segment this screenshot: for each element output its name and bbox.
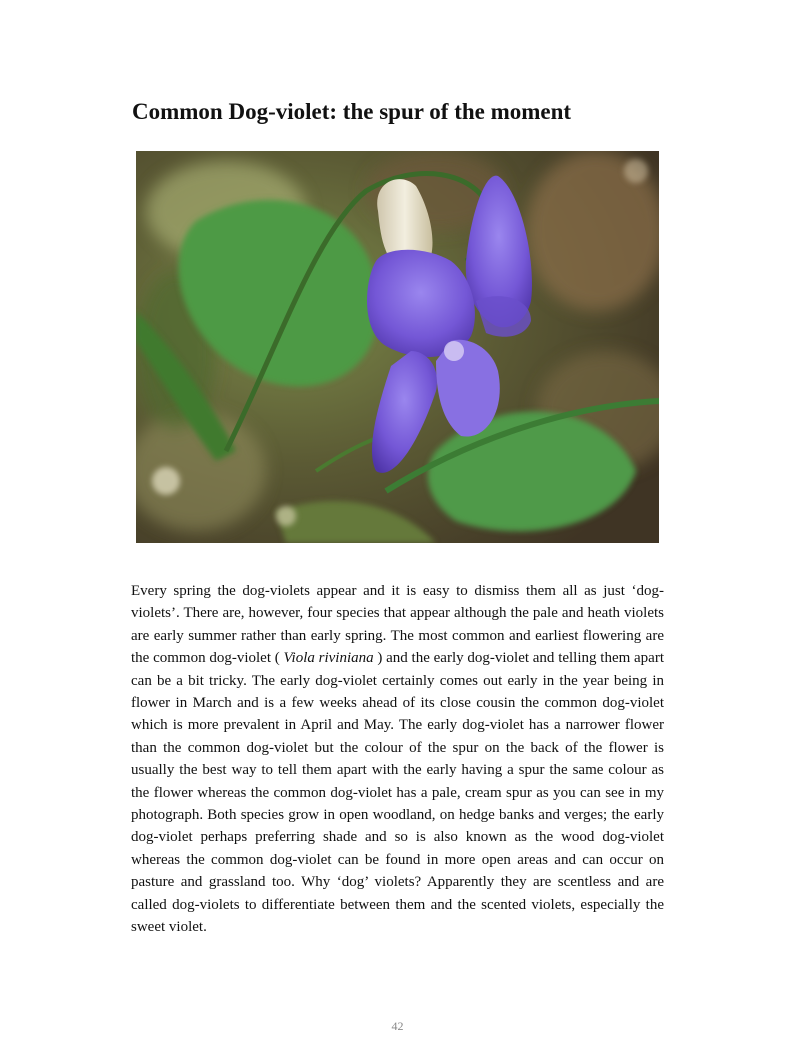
body-paragraph bbox=[131, 580, 664, 939]
page-title: Common Dog-violet: the spur of the moment bbox=[132, 99, 572, 124]
dog-violet-photo bbox=[136, 151, 659, 543]
page-number: 42 bbox=[391, 1019, 404, 1033]
body-text-part-1: Every spring the dog-violets appear and it is easy to dismiss them all as just ‘dog-violets’. There are, however, four species that appear although the pale and heath violets are early summer rather than early spring. The most common and earliest flowering are the common dog-violet ( bbox=[131, 583, 664, 667]
species-name-italic: Viola riviniana bbox=[283, 650, 374, 667]
body-text-part-2: ) and the early dog-violet and telling them apart can be a bit tricky. The early dog-violet certainly comes out early in the year being in flower in March and is a few weeks ahead of its close cousin the common dog-violet which is more prevalent in April and May. The early dog-violet has a narrower flower than the common dog-violet but the colour of the spur on the back of the flower is usually the best way to tell them apart with the early having a spur the same colour as the flower whereas the common dog-violet has a pale, cream spur as you can see in my photograph. Both species grow in open woodland, on hedge banks and verges; the early dog-violet perhaps preferring shade and so is also known as the wood dog-violet whereas the common dog-violet can be found in more open areas and can occur on pasture and grassland too. Why ‘dog’ violets? Apparently they are scentless and are called dog-violets to differentiate between them and the scented violets, especially the sweet violet. bbox=[131, 650, 664, 936]
